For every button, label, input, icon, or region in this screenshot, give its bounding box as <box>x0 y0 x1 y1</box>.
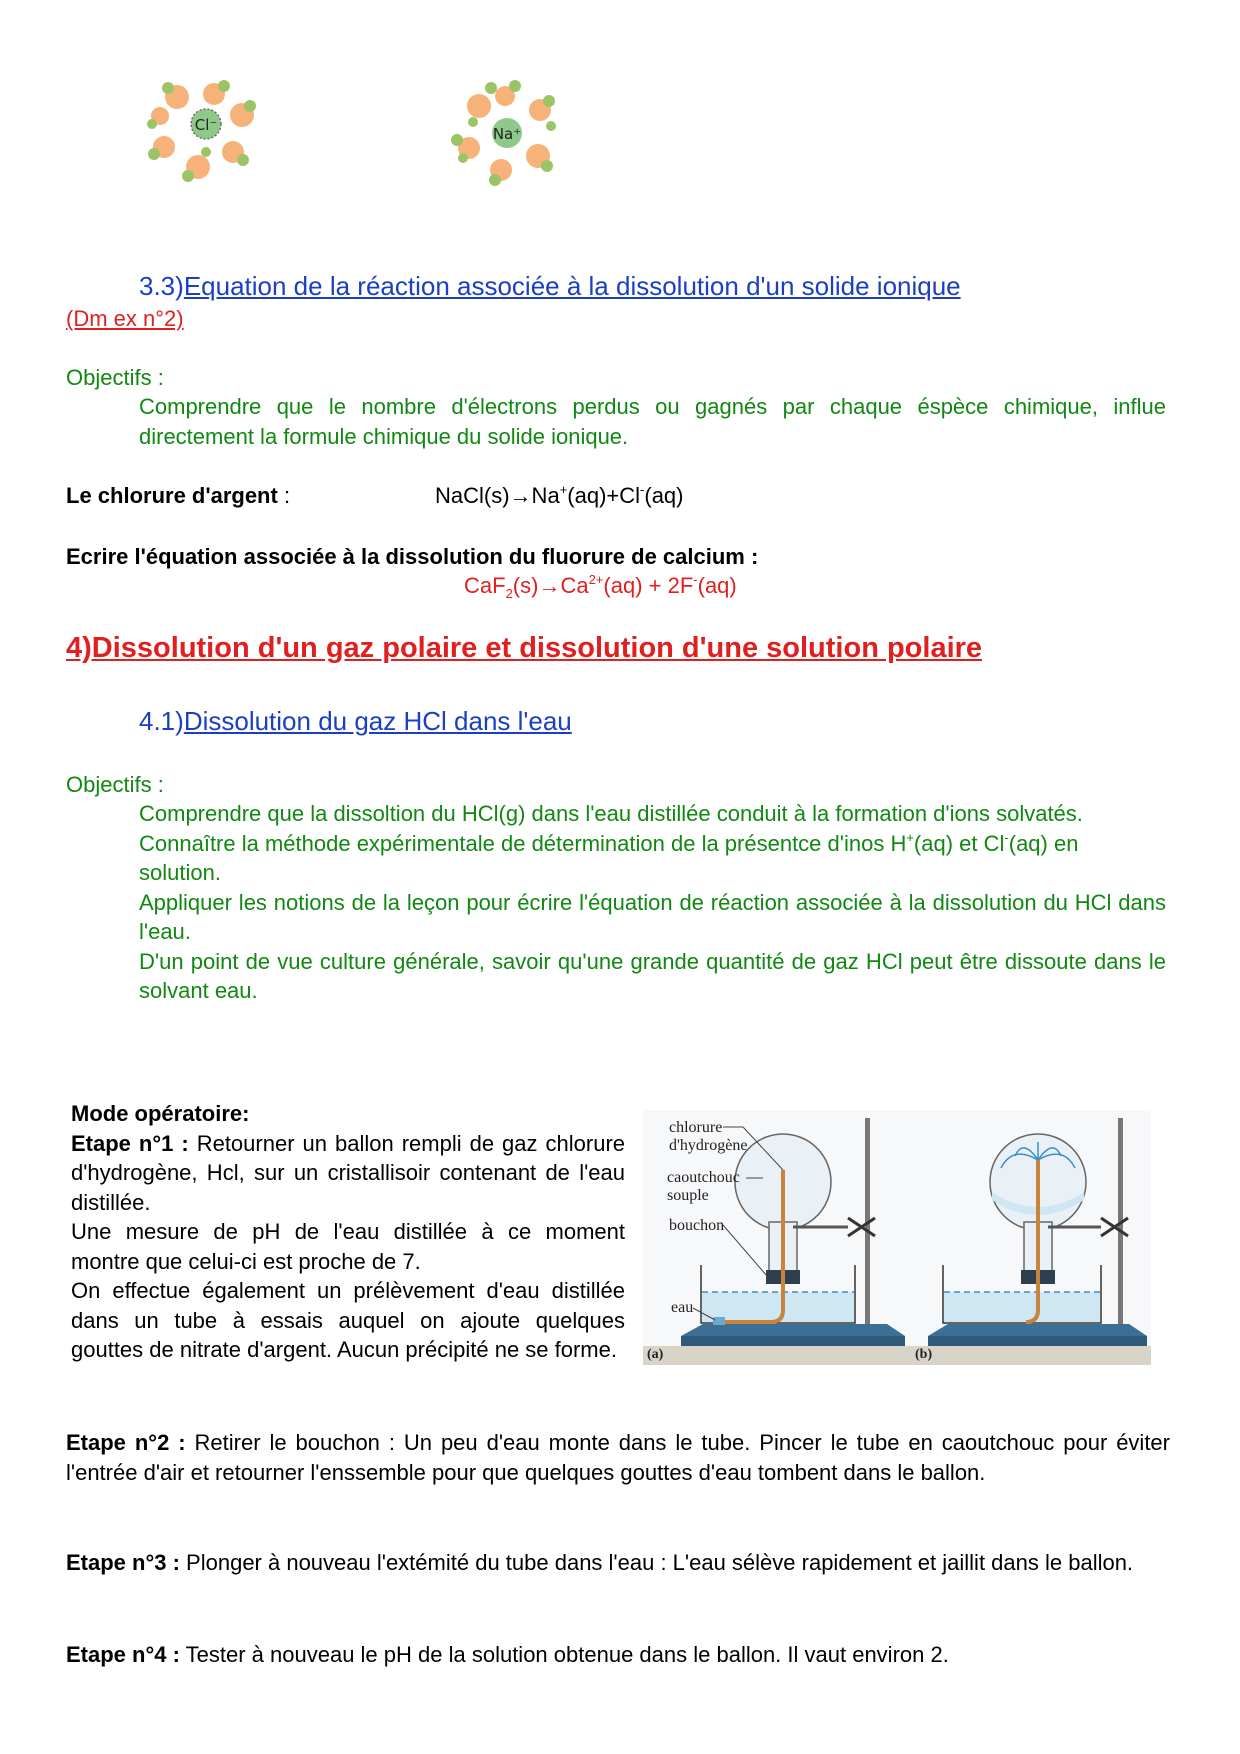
step-1-silver-test: On effectue également un prélèvement d'eau distillée dans un tube à essais auquel on ajoute quelques gouttes de nitrate d'argent. Aucun précipité ne se forme. <box>71 1278 625 1362</box>
section-4-1-heading <box>139 705 572 737</box>
solvated-sodium-ion-drawing <box>443 78 568 190</box>
example-label: Le chlorure d'argent <box>66 483 278 508</box>
section-4-heading: 4)Dissolution d'un gaz polaire et dissolution d'une solution polaire <box>66 632 983 664</box>
section-3-3-number: 3.3) <box>139 271 184 301</box>
step-4 <box>66 1640 1170 1670</box>
homework-reference: (Dm ex n°2) <box>66 306 184 331</box>
obj2-part-b: (aq) et Cl <box>913 830 1005 856</box>
step-2-label: Etape n°2 : <box>66 1430 186 1455</box>
eq1-part-b: (aq)+Cl <box>567 483 641 508</box>
eq2-part-d: (aq) <box>697 573 737 598</box>
question-fluorure <box>66 542 758 572</box>
label-tube-line2: souple <box>667 1187 709 1204</box>
solvated-chloride-ion-drawing <box>140 72 270 187</box>
panel-b-label: (b) <box>915 1347 933 1362</box>
eq1-part-c: (aq) <box>644 483 684 508</box>
obj2-sup-a: + <box>906 829 914 845</box>
section-3-3-title: Equation de la réaction associée à la dissolution d'un solide ionique <box>183 271 961 301</box>
hcl-fountain-apparatus-figure <box>643 1110 1151 1365</box>
label-tube-line1: caoutchouc <box>667 1169 740 1186</box>
step-1-ph: Une mesure de pH de l'eau distillée à ce moment montre que celui-ci est proche de 7. <box>71 1219 625 1274</box>
caf2-dissolution-equation <box>464 571 737 601</box>
nacl-dissolution-equation <box>435 481 684 511</box>
eq2-part-c: (aq) + 2F <box>603 573 694 598</box>
sodium-ion-label: Na⁺ <box>492 125 522 143</box>
eq1-part-a: NaCl(s)→Na <box>435 483 560 508</box>
obj2-part-c: (aq) en solution. <box>139 830 1079 885</box>
step-3 <box>66 1548 1170 1578</box>
chloride-ion-label: Cl⁻ <box>194 116 218 134</box>
objective-4-1-2 <box>139 829 1119 888</box>
step-2-text: Retirer le bouchon : Un peu d'eau monte dans le tube. Pincer le tube en caoutchouc pour éviter l'entrée d'air et retourner l'enssemble pour que quelques gouttes d'eau tombent dans le ballon. <box>66 1430 1170 1485</box>
label-gas-line1: chlorure <box>669 1119 723 1136</box>
step-2 <box>66 1428 1170 1487</box>
obj2-sup-b: - <box>1004 829 1009 845</box>
eq1-sup-b: - <box>640 482 645 497</box>
procedure-title: Mode opératoire: <box>71 1101 250 1126</box>
objective-4-1-1: Comprendre que la dissoltion du HCl(g) dans l'eau distillée conduit à la formation d'ions solvatés. <box>139 801 1083 826</box>
example-line <box>66 481 1166 511</box>
obj2-part-a: Connaître la méthode expérimentale de détermination de la présentce d'inos H <box>139 830 907 856</box>
eq2-part-b: (s)→Ca <box>512 573 589 598</box>
example-colon: : <box>277 483 291 508</box>
step-4-text: Tester à nouveau le pH de la solution obtenue dans le ballon. Il vaut environ 2. <box>179 1642 949 1667</box>
step-1-label: Etape n°1 : <box>71 1130 189 1156</box>
objective-3-3: Comprendre que le nombre d'électrons perdus ou gagnés par chaque éspèce chimique, influe directement la formule chimique du solide ionique. <box>139 394 1166 449</box>
step-3-label: Etape n°3 : <box>66 1550 180 1575</box>
step-1-text: Retourner un ballon rempli de gaz chlorure d'hydrogène, Hcl, sur un cristallisoir contenant de l'eau distillée. <box>71 1130 626 1215</box>
objectives-label-4-1: Objectifs : <box>66 772 164 797</box>
objective-4-1-4: D'un point de vue culture générale, savoir qu'une grande quantité de gaz HCl peut être dissoute dans le solvant eau. <box>139 948 1166 1003</box>
procedure-block <box>71 1099 625 1365</box>
label-gas-line2: d'hydrogène <box>669 1137 748 1154</box>
eq1-sup-a: + <box>559 482 568 497</box>
panel-a-label: (a) <box>647 1347 664 1362</box>
objectives-label-3-3: Objectifs : <box>66 365 164 390</box>
eq2-part-a: CaF <box>464 573 506 598</box>
section-3-3-heading <box>139 270 961 302</box>
label-stopper: bouchon <box>669 1217 725 1234</box>
step-4-label: Etape n°4 : <box>66 1642 180 1667</box>
section-4-1-number: 4.1) <box>139 706 184 736</box>
step-3-text: Plonger à nouveau l'extémité du tube dans l'eau : L'eau sélève rapidement et jaillit dans le ballon. <box>179 1550 1134 1575</box>
question-text: Ecrire l'équation associée à la dissolution du fluorure de calcium : <box>66 544 759 569</box>
label-water: eau <box>671 1299 694 1316</box>
section-4-1-title: Dissolution du gaz HCl dans l'eau <box>183 706 572 736</box>
objectives-list-4-1 <box>139 799 1166 1006</box>
eq2-sup-c: - <box>693 572 698 587</box>
objective-4-1-3: Appliquer les notions de la leçon pour écrire l'équation de réaction associée à la dissolution du HCl dans l'eau. <box>139 889 1166 944</box>
step-1 <box>71 1129 625 1218</box>
eq2-sub-a: 2 <box>505 586 513 601</box>
eq2-sup-b: 2+ <box>588 572 604 587</box>
